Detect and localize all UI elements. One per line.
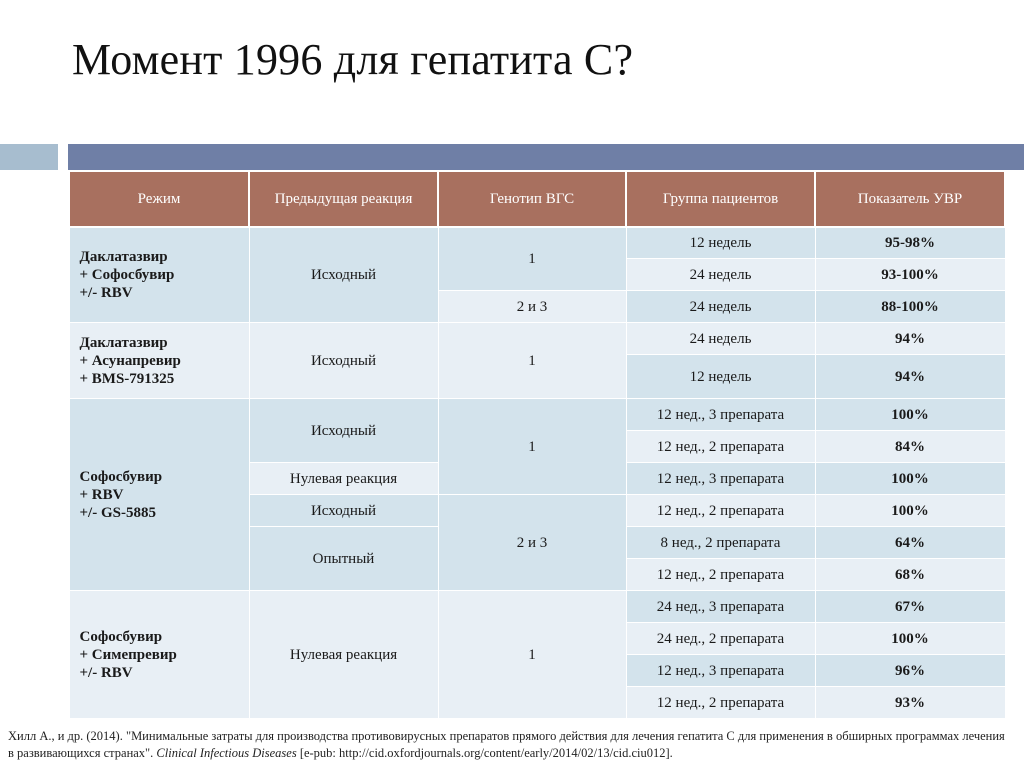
prev-response-cell: Нулевая реакция — [249, 591, 438, 719]
svr-cell: 67% — [815, 591, 1005, 623]
svr-cell: 96% — [815, 655, 1005, 687]
svr-table — [68, 170, 1006, 719]
genotype-cell: 2 и 3 — [438, 291, 626, 323]
genotype-cell: 1 — [438, 323, 626, 399]
regimen-cell — [69, 591, 249, 719]
decor-bar-left — [0, 144, 58, 170]
svr-cell: 64% — [815, 527, 1005, 559]
group-cell: 12 нед., 2 препарата — [626, 431, 815, 463]
group-cell: 12 нед., 2 препарата — [626, 559, 815, 591]
prev-response-cell: Исходный — [249, 227, 438, 323]
svr-cell: 88-100% — [815, 291, 1005, 323]
group-cell: 24 недель — [626, 323, 815, 355]
svr-cell: 95-98% — [815, 227, 1005, 259]
group-cell: 12 нед., 3 препарата — [626, 399, 815, 431]
regimen-cell — [69, 227, 249, 323]
svr-cell: 68% — [815, 559, 1005, 591]
table-row — [69, 591, 1005, 623]
prev-response-cell: Исходный — [249, 399, 438, 463]
regimen-line: + Симепревир — [79, 646, 177, 663]
genotype-cell: 1 — [438, 399, 626, 495]
table-header-row — [69, 171, 1005, 227]
regimen-line: + Софосбувир — [79, 267, 175, 283]
prev-response-cell: Исходный — [249, 323, 438, 399]
regimen-line: Софосбувир — [79, 468, 163, 485]
table-row — [69, 399, 1005, 431]
table-row — [69, 323, 1005, 355]
genotype-cell: 2 и 3 — [438, 495, 626, 591]
group-cell: 12 нед., 2 препарата — [626, 495, 815, 527]
svr-cell: 100% — [815, 463, 1005, 495]
group-cell: 8 нед., 2 препарата — [626, 527, 815, 559]
regimen-line: + BMS-791325 — [79, 370, 175, 387]
group-cell: 12 недель — [626, 355, 815, 399]
prev-response-cell: Исходный — [249, 495, 438, 527]
regimen-line: + RBV — [79, 486, 124, 503]
header-regimen: Режим — [69, 171, 249, 227]
header-patient-group: Группа пациентов — [626, 171, 815, 227]
svr-cell: 93% — [815, 687, 1005, 719]
citation-journal: Clinical Infectious Diseases — [156, 746, 297, 760]
regimen-line: Даклатазвир — [79, 334, 168, 351]
citation-text: Хилл А., и др. (2014). "Минимальные затраты для производства противовирусных препаратов прямого действия для лечения гепатита С для применения в обширных программах лечения в развивающихся странах". — [8, 729, 1005, 760]
svr-cell: 94% — [815, 355, 1005, 399]
citation-epub: [e-pub: http://cid.oxfordjournals.org/content/early/2014/02/13/cid.ciu012]. — [296, 746, 673, 760]
svr-cell: 84% — [815, 431, 1005, 463]
regimen-line: +/- RBV — [79, 664, 133, 681]
regimen-line: +/- RBV — [79, 285, 133, 301]
svr-cell: 100% — [815, 495, 1005, 527]
genotype-cell: 1 — [438, 591, 626, 719]
regimen-cell — [69, 399, 249, 591]
svr-cell: 100% — [815, 399, 1005, 431]
citation-footer — [8, 728, 1008, 762]
slide-title: Момент 1996 для гепатита С? — [72, 35, 634, 84]
decor-bar-right — [68, 144, 1024, 170]
table-row — [69, 227, 1005, 259]
group-cell: 24 недель — [626, 291, 815, 323]
group-cell: 12 недель — [626, 227, 815, 259]
group-cell: 24 нед., 3 препарата — [626, 591, 815, 623]
group-cell: 12 нед., 3 препарата — [626, 655, 815, 687]
regimen-line: Софосбувир — [79, 628, 163, 645]
header-prev-response: Предыдущая реакция — [249, 171, 438, 227]
genotype-cell: 1 — [438, 227, 626, 291]
header-svr: Показатель УВР — [815, 171, 1005, 227]
regimen-line: Даклатазвир — [79, 249, 168, 265]
group-cell: 24 нед., 2 препарата — [626, 623, 815, 655]
group-cell: 12 нед., 3 препарата — [626, 463, 815, 495]
prev-response-cell: Нулевая реакция — [249, 463, 438, 495]
header-genotype: Генотип ВГС — [438, 171, 626, 227]
regimen-line: +/- GS-5885 — [79, 504, 156, 521]
regimen-line: + Асунапревир — [79, 352, 181, 369]
group-cell: 24 недель — [626, 259, 815, 291]
group-cell: 12 нед., 2 препарата — [626, 687, 815, 719]
prev-response-cell: Опытный — [249, 527, 438, 591]
regimen-cell — [69, 323, 249, 399]
svr-cell: 94% — [815, 323, 1005, 355]
svr-cell: 93-100% — [815, 259, 1005, 291]
svr-cell: 100% — [815, 623, 1005, 655]
